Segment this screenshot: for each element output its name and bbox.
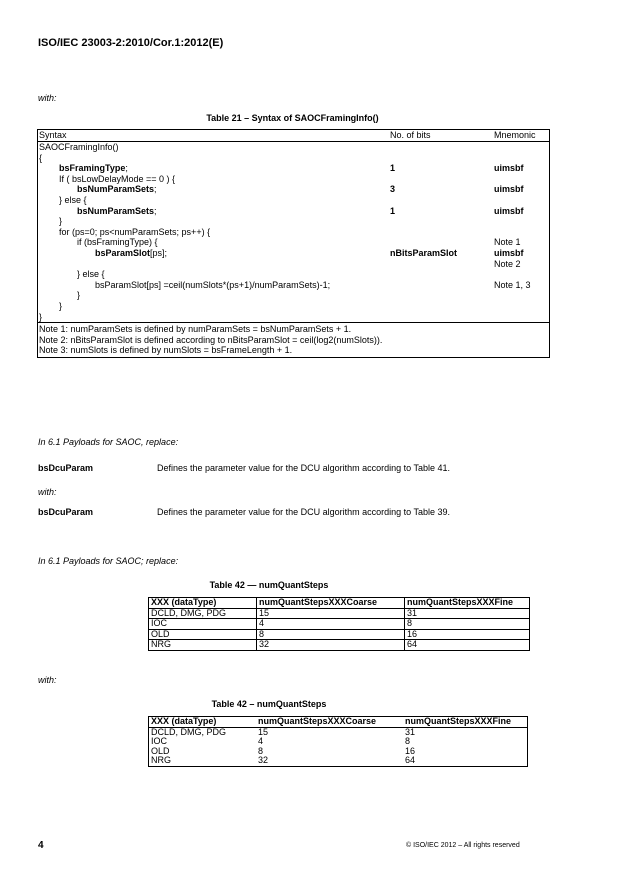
t42a-r2c1: 8	[257, 629, 405, 640]
syntax-suffix: ;	[125, 163, 128, 174]
syntax-table-notes	[38, 322, 549, 357]
syntax-row	[38, 227, 549, 238]
t42a-h0: XXX (dataType)	[149, 598, 257, 609]
syntax-table	[37, 129, 550, 358]
syntax-cell	[77, 184, 157, 195]
syntax-text: bsParamSlot	[95, 247, 151, 258]
syntax-cell	[77, 290, 80, 301]
mnemonic-cell: Note 1, 3	[494, 279, 531, 290]
syntax-cell	[77, 237, 158, 248]
syntax-text: bsNumParamSets	[77, 184, 155, 195]
t42b-r3c2: 64	[403, 756, 528, 766]
table-row	[149, 737, 528, 747]
t42a-r1c0: IOC	[149, 619, 257, 630]
syntax-text: }	[39, 311, 43, 322]
t42a-r3c2: 64	[405, 640, 530, 651]
syntax-row	[38, 248, 549, 259]
mnemonic-cell: uimsbf	[494, 184, 524, 195]
table-row	[149, 640, 530, 651]
t42a-r0c2: 31	[405, 608, 530, 619]
syntax-cell	[39, 153, 42, 164]
syntax-row	[38, 259, 549, 270]
t42a-r0c1: 15	[257, 608, 405, 619]
replace-instruction-2: In 6.1 Payloads for SAOC; replace:	[38, 556, 179, 566]
bits-cell: 1	[390, 163, 396, 174]
with-label-1: with:	[38, 93, 57, 103]
mnemonic-cell: uimsbf	[494, 247, 524, 258]
syntax-cell	[77, 269, 105, 280]
t42a-h1: numQuantStepsXXXCoarse	[257, 598, 405, 609]
note-3: Note 3: numSlots is defined by numSlots = bsFrameLength + 1.	[39, 345, 293, 356]
syntax-text: bsFramingType	[59, 163, 126, 174]
t42b-r2c0: OLD	[149, 747, 257, 757]
syntax-table-body	[38, 142, 549, 322]
syntax-row	[38, 312, 549, 323]
syntax-text: bsNumParamSets	[77, 205, 155, 216]
syntax-cell	[59, 227, 210, 238]
syntax-text: SAOCFramingInfo()	[39, 142, 119, 152]
definition-2-term: bsDcuParam	[38, 507, 94, 517]
t42b-h2: numQuantStepsXXXFine	[403, 717, 528, 728]
syntax-row	[38, 163, 549, 174]
table-row	[149, 756, 528, 766]
syntax-suffix: ;	[154, 184, 157, 195]
t42a-h2: numQuantStepsXXXFine	[405, 598, 530, 609]
document-header: ISO/IEC 23003-2:2010/Cor.1:2012(E)	[38, 37, 224, 49]
syntax-row	[38, 153, 549, 164]
t42b-r1c1: 4	[258, 736, 264, 747]
definition-2-text: Defines the parameter value for the DCU algorithm according to Table 39.	[157, 507, 450, 517]
t42a-r3c1: 32	[257, 640, 405, 651]
syntax-row	[38, 280, 549, 291]
table-42a-caption: Table 42 — numQuantSteps	[209, 580, 329, 590]
syntax-row	[38, 206, 549, 217]
bits-cell: 1	[390, 205, 396, 216]
t42b-r0c1: 15	[258, 726, 269, 737]
syntax-text: }	[77, 290, 81, 301]
bits-cell: nBitsParamSlot	[390, 247, 458, 258]
copyright: © ISO/IEC 2012 – All rights reserved	[406, 842, 520, 849]
header-mnemonic: Mnemonic	[494, 130, 536, 140]
table-42a-header	[149, 598, 530, 609]
syntax-row	[38, 184, 549, 195]
definition-1-term: bsDcuParam	[38, 463, 94, 473]
syntax-suffix: ;	[154, 205, 157, 216]
header-syntax: Syntax	[39, 130, 67, 140]
syntax-cell	[39, 312, 42, 323]
t42a-r1c1: 4	[257, 619, 405, 630]
syntax-row	[38, 290, 549, 301]
syntax-cell	[59, 195, 87, 206]
with-label-2: with:	[38, 487, 57, 497]
syntax-text: for (ps=0; ps<numParamSets; ps++) {	[59, 226, 211, 237]
syntax-text: If ( bsLowDelayMode == 0 ) {	[59, 173, 176, 184]
mnemonic-cell: Note 1	[494, 237, 521, 248]
t42b-r0c0: DCLD, DMG, PDG	[149, 727, 257, 737]
header-bits: No. of bits	[390, 130, 431, 140]
note-2: Note 2: nBitsParamSlot is defined according to nBitsParamSlot = ceil(log2(numSlots)).	[39, 334, 383, 345]
table-row	[149, 629, 530, 640]
with-label-3: with:	[38, 675, 57, 685]
syntax-text: if (bsFramingType) {	[77, 237, 158, 248]
table-21-caption: Table 21 – Syntax of SAOCFramingInfo()	[206, 113, 379, 123]
syntax-cell	[77, 206, 157, 217]
t42a-r2c0: OLD	[149, 629, 257, 640]
table-row	[149, 727, 528, 737]
syntax-row	[38, 237, 549, 248]
table-42b-caption: Table 42 – numQuantSteps	[211, 699, 327, 709]
syntax-cell	[39, 142, 119, 153]
syntax-cell	[59, 301, 62, 312]
syntax-text: {	[39, 152, 43, 163]
table-row	[149, 619, 530, 630]
table-row	[149, 608, 530, 619]
replace-instruction-1: In 6.1 Payloads for SAOC, replace:	[38, 437, 179, 447]
table-42b	[148, 716, 528, 767]
syntax-text: } else {	[59, 194, 87, 205]
bits-cell: 3	[390, 184, 396, 195]
syntax-row	[38, 142, 549, 153]
syntax-row	[38, 195, 549, 206]
mnemonic-cell: uimsbf	[494, 205, 524, 216]
t42b-r1c0: IOC	[149, 737, 257, 747]
mnemonic-cell: Note 2	[494, 258, 521, 269]
syntax-cell	[59, 216, 62, 227]
syntax-table-header	[38, 130, 549, 142]
syntax-cell	[95, 280, 330, 291]
t42a-r0c0: DCLD, DMG, PDG	[149, 608, 257, 619]
syntax-cell	[59, 163, 128, 174]
note-1: Note 1: numParamSets is defined by numParamSets = bsNumParamSets + 1.	[39, 324, 352, 335]
definition-1-text: Defines the parameter value for the DCU algorithm according to Table 41.	[157, 463, 450, 473]
syntax-row	[38, 216, 549, 227]
syntax-text: bsParamSlot[ps] =ceil(numSlots*(ps+1)/numParamSets)-1;	[95, 279, 331, 290]
syntax-suffix: [ps];	[150, 247, 168, 258]
syntax-text: }	[59, 300, 63, 311]
t42b-r2c2: 16	[403, 747, 528, 757]
t42b-h1: numQuantStepsXXXCoarse	[256, 717, 403, 728]
syntax-text: }	[59, 216, 63, 227]
t42b-r3c1: 32	[256, 756, 403, 766]
page-number: 4	[38, 840, 44, 851]
t42a-r2c2: 16	[405, 629, 530, 640]
mnemonic-cell: uimsbf	[494, 163, 524, 174]
t42b-r3c0: NRG	[149, 756, 257, 766]
syntax-row	[38, 301, 549, 312]
syntax-row	[38, 269, 549, 280]
t42b-r2c1: 8	[258, 745, 264, 756]
table-row	[149, 747, 528, 757]
table-42a	[148, 597, 530, 651]
t42b-r0c2: 31	[403, 727, 528, 737]
table-42b-header	[149, 717, 528, 728]
t42b-h0: XXX (dataType)	[149, 717, 257, 728]
syntax-row	[38, 174, 549, 185]
syntax-text: } else {	[77, 269, 105, 280]
syntax-cell	[59, 174, 175, 185]
syntax-cell	[95, 248, 167, 259]
t42a-r3c0: NRG	[149, 640, 257, 651]
t42b-r1c2: 8	[403, 737, 528, 747]
t42a-r1c2: 8	[405, 619, 530, 630]
